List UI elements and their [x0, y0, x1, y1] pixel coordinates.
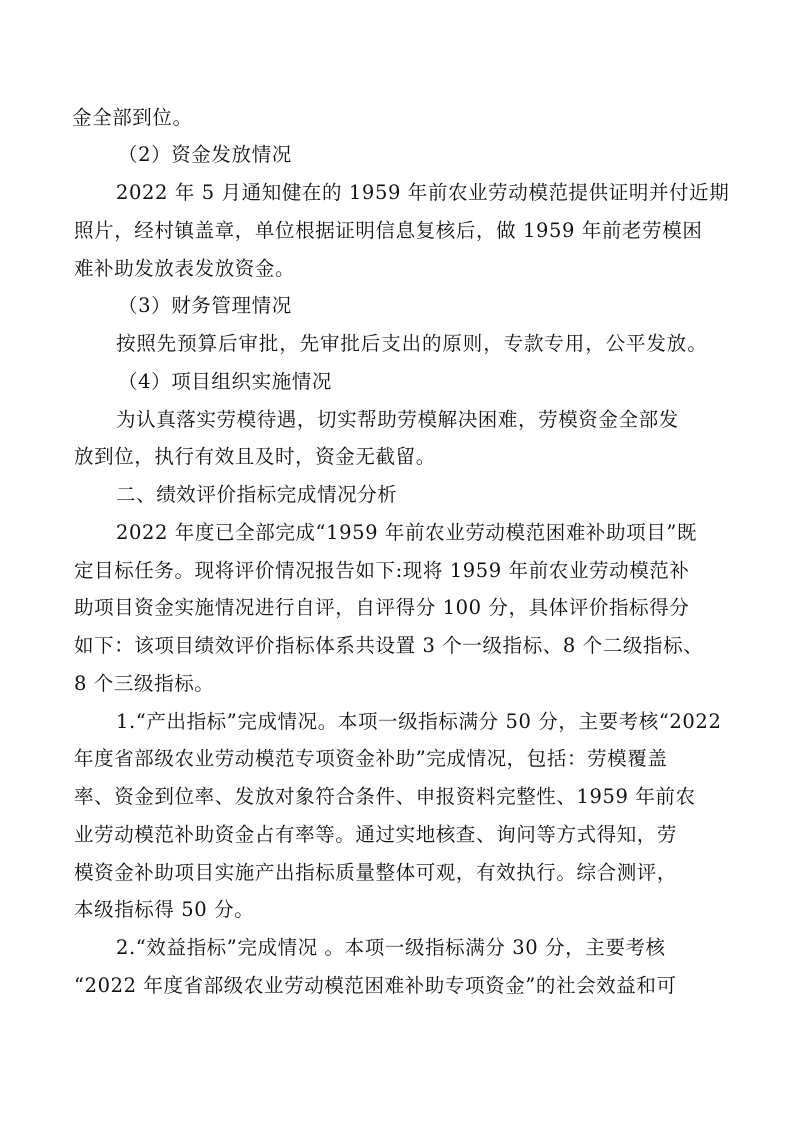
text-line: 模资金补助项目实施产出指标质量整体可观，有效执行。综合测评，	[74, 861, 678, 884]
text-line: 为认真落实劳模待遇，切实帮助劳模解决困难，劳模资金全部发	[116, 408, 679, 431]
text-line: 如下：该项目绩效评价指标体系共设置 3 个一级指标、8 个二级指标、	[74, 634, 704, 657]
subheading-financial-management: （3）财务管理情况	[118, 294, 292, 317]
text-line: 2.“效益指标”完成情况 。本项一级指标满分 30 分，主要考核	[116, 936, 666, 959]
text-line: 难补助发放表发放资金。	[74, 257, 296, 280]
text-line: 2022 年度已全部完成“1959 年前农业劳动模范困难补助项目”既	[116, 521, 697, 544]
text-line: 助项目资金实施情况进行自评，自评得分 100 分，具体评价指标得分	[74, 596, 690, 619]
text-line: 放到位，执行有效且及时，资金无截留。	[74, 445, 436, 468]
text-line: 本级指标得 50 分。	[74, 898, 255, 921]
text-line: 金全部到位。	[72, 106, 193, 129]
text-line: 年度省部级农业劳动模范专项资金补助”完成情况，包括：劳模覆盖	[74, 747, 668, 770]
text-line: 按照先预算后审批，先审批后支出的原则，专款专用，公平发放。	[116, 332, 708, 355]
section-heading-performance-analysis: 二、绩效评价指标完成情况分析	[116, 483, 398, 506]
text-line: 8 个三级指标。	[74, 672, 215, 695]
text-line: “2022 年度省部级农业劳动模范困难补助专项资金”的社会效益和可	[74, 974, 677, 997]
text-line: 定目标任务。现将评价情况报告如下:现将 1959 年前农业劳动模范补	[74, 559, 690, 582]
text-line: 率、资金到位率、发放对象符合条件、申报资料完整性、1959 年前农	[74, 785, 696, 808]
text-line: 业劳动模范补助资金占有率等。通过实地核查、询问等方式得知，劳	[74, 823, 678, 846]
text-line: 照片，经村镇盖章，单位根据证明信息复核后，做 1959 年前老劳模困	[74, 219, 703, 242]
text-line: 2022 年 5 月通知健在的 1959 年前农业劳动模范提供证明并付近期	[116, 181, 730, 204]
text-line: 1.“产出指标”完成情况。本项一级指标满分 50 分，主要考核“2022	[116, 710, 722, 733]
subheading-fund-distribution: （2）资金发放情况	[118, 143, 292, 166]
subheading-project-implementation: （4）项目组织实施情况	[118, 370, 333, 393]
